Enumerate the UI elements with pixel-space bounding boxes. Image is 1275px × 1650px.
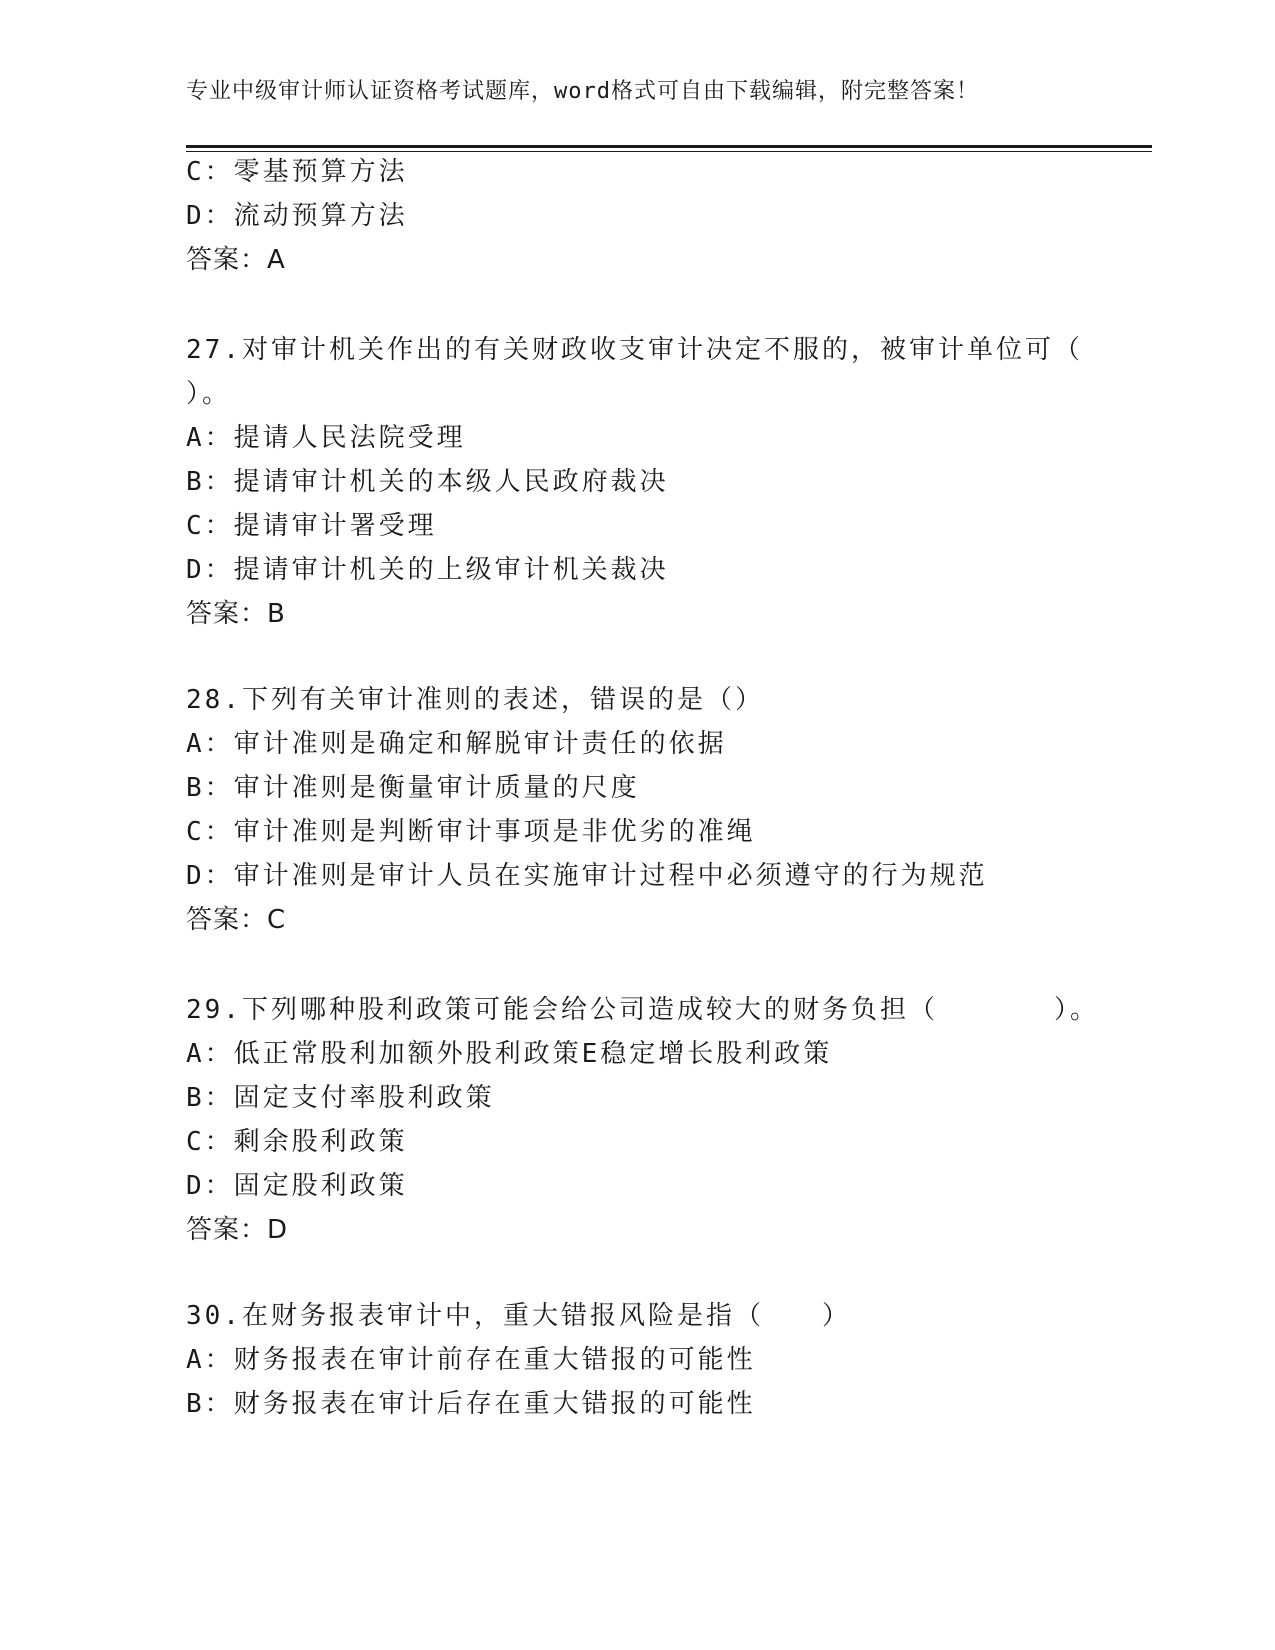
option-line: B：审计准则是衡量审计质量的尺度 (186, 773, 640, 803)
header-rule-thin (186, 151, 1152, 152)
page-header: 专业中级审计师认证资格考试题库，word格式可自由下载编辑，附完整答案！ (186, 79, 979, 104)
option-line: C：审计准则是判断审计事项是非优劣的准绳 (186, 817, 756, 847)
option-line: A：财务报表在审计前存在重大错报的可能性 (186, 1345, 756, 1375)
answer-line: 答案：A (186, 245, 286, 275)
option-line: D：固定股利政策 (186, 1171, 408, 1201)
answer-line: 答案：B (186, 599, 286, 629)
option-line: A：低正常股利加额外股利政策E稳定增长股利政策 (186, 1039, 833, 1069)
option-line: B：固定支付率股利政策 (186, 1083, 495, 1113)
question-line: 29.下列哪种股利政策可能会给公司造成较大的财务负担（ ）。 (186, 995, 1099, 1025)
header-rule-thick (186, 145, 1152, 148)
option-line: A：审计准则是确定和解脱审计责任的依据 (186, 729, 727, 759)
option-line: A：提请人民法院受理 (186, 423, 466, 453)
answer-line: 答案：C (186, 905, 287, 935)
option-line: D：提请审计机关的上级审计机关裁决 (186, 555, 669, 585)
answer-line: 答案：D (186, 1215, 289, 1245)
option-line: D：流动预算方法 (186, 201, 408, 231)
question-line: 27.对审计机关作出的有关财政收支审计决定不服的，被审计单位可（ (186, 335, 1083, 365)
question-line: 30.在财务报表审计中，重大错报风险是指（ ） (186, 1301, 851, 1331)
option-line: B：财务报表在审计后存在重大错报的可能性 (186, 1389, 756, 1419)
option-line: D：审计准则是审计人员在实施审计过程中必须遵守的行为规范 (186, 861, 988, 891)
option-line: C：剩余股利政策 (186, 1127, 408, 1157)
option-line: C：提请审计署受理 (186, 511, 437, 541)
option-line: B：提请审计机关的本级人民政府裁决 (186, 467, 669, 497)
question-line: ）。 (186, 379, 232, 409)
option-line: C：零基预算方法 (186, 157, 408, 187)
question-line: 28.下列有关审计准则的表述，错误的是（） (186, 685, 764, 715)
